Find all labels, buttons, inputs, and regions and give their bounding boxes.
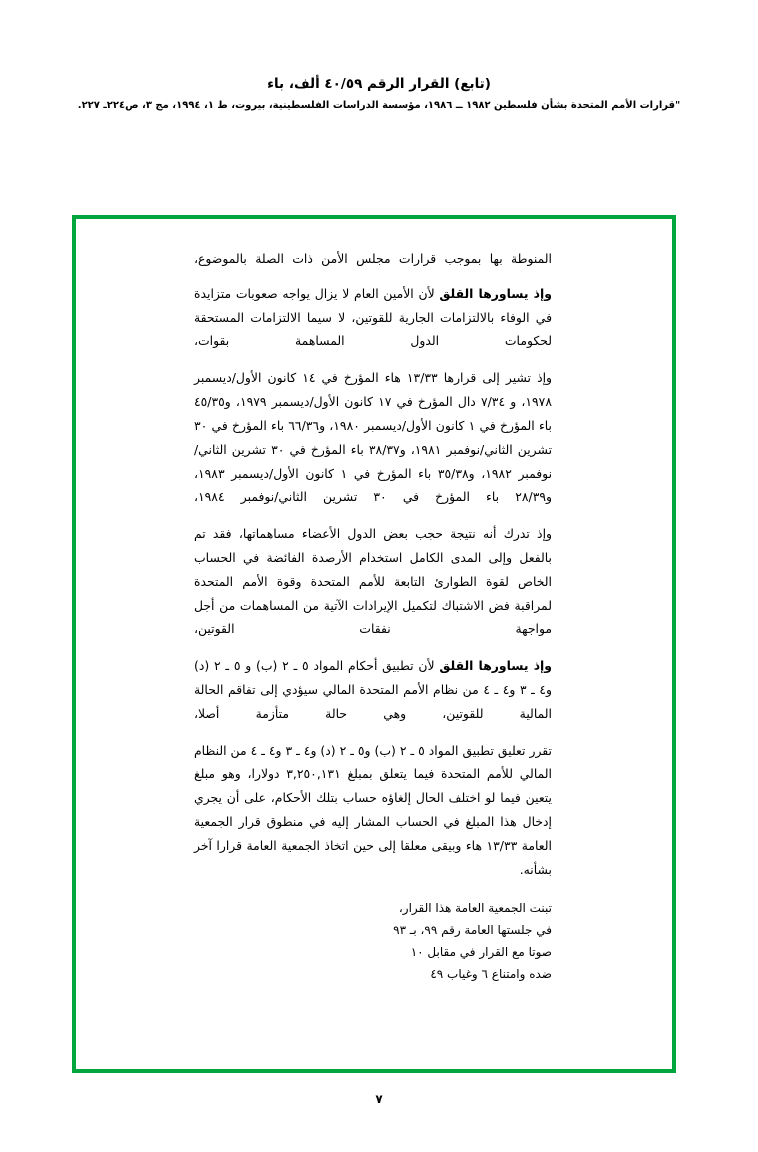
document-body	[194, 247, 552, 986]
paragraph-5-lead: وإذ يساورها القلق	[439, 658, 553, 674]
page-number: ٧	[375, 1092, 383, 1106]
paragraph-2	[194, 282, 552, 353]
document-page	[0, 74, 758, 1152]
paragraph-1: المنوطة بها بموجب قرارات مجلس الأمن ذات الصلة بالموضوع،	[194, 251, 552, 266]
paragraph-5-rest: لأن تطبيق أحكام المواد ٥ ـ ٢ (ب) و ٥ ـ ٢ (د) و٤ ـ ٣ و٤ ـ ٤ من نظام الأمم المتحدة المالي سيؤدي إلى تفاقم الحالة المالية للقوتين، وهي حالة متأزمة أصلا،	[194, 658, 552, 721]
header-source-note: "قرارات الأمم المتحدة بشأن فلسطين ١٩٨٢ ــ ١٩٨٦، مؤسسة الدراسات الفلسطينية، بيروت، ط ١، ١٩٩٤، مج ٣، ص٢٢٤ـ ٢٢٧.	[77, 100, 681, 112]
closing-line-4: ضده وامتناع ٦ وغياب ٤٩	[430, 966, 552, 981]
paragraph-5	[194, 654, 552, 725]
paragraph-4: وإذ تدرك أنه نتيجة حجب بعض الدول الأعضاء مساهماتها، فقد تم بالفعل وإلى المدى الكامل استخدام الأرصدة الفائضة في الحساب الخاص لقوة الطوارئ التابعة للأمم المتحدة وقوة الأمم المتحدة لمراقبة فض الاشتباك لتكميل الإيرادات الآتية من المساهمات من أجل مواجهة نفقات القوتين،	[194, 526, 552, 637]
closing-line-1: تبنت الجمعية العامة هذا القرار،	[398, 900, 552, 915]
page-header	[0, 74, 758, 114]
header-title: (تابع) القرار الرقم ٤٠/٥٩ ألف، باء	[267, 76, 491, 92]
closing-line-3: صوتا مع القرار في مقابل ١٠	[410, 944, 552, 959]
closing-line-2: في جلستها العامة رقم ٩٩، بـ ٩٣	[393, 922, 552, 937]
content-frame	[72, 215, 676, 1073]
closing-block	[194, 898, 552, 985]
paragraph-3: وإذ تشير إلى قرارها ١٣/٣٣ هاء المؤرخ في ١٤ كانون الأول/ديسمبر ١٩٧٨، و ٧/٣٤ دال المؤرخ في ١٧ كانون الأول/ديسمبر ١٩٧٩، و٤٥/٣٥ باء المؤرخ في ١ كانون الأول/ديسمبر ١٩٨٠، و٦٦/٣٦ باء المؤرخ في ٣٠ تشرين الثاني/نوفمبر ١٩٨١، و٣٨/٣٧ باء المؤرخ في ٣٠ تشرين الثاني/نوفمبر ١٩٨٢، و٣٥/٣٨ باء المؤرخ في ١ كانون الأول/ديسمبر ١٩٨٣، و٢٨/٣٩ باء المؤرخ في ٣٠ تشرين الثاني/نوفمبر ١٩٨٤،	[194, 370, 553, 505]
paragraph-6: تقرر تعليق تطبيق المواد ٥ ـ ٢ (ب) و٥ ـ ٢ (د) و٤ ـ ٣ و٤ ـ ٤ من النظام المالي للأمم المتحدة فيما يتعلق بمبلغ ٣,٢٥٠,١٣١ دولارا، وهو مبلغ يتعين فيما لو اختلف الحال إلغاؤه حساب بتلك الأحكام، على أن يجري إدخال هذا المبلغ في الحساب المشار إليه في منطوق قرار الجمعية العامة ١٣/٣٣ هاء وبيقى معلقا إلى حين اتخاذ الجمعية العامة قرارا آخر بشأنه.	[194, 742, 553, 877]
paragraph-2-lead: وإذ يساورها القلق	[439, 285, 552, 301]
paragraph-2-rest: لأن الأمين العام لا يزال يواجه صعوبات متزايدة في الوفاء بالالتزامات الجارية للقوتين، لا سيما الالتزامات المستحقة لحكومات الدول المساهمة بقوات،	[194, 285, 552, 349]
